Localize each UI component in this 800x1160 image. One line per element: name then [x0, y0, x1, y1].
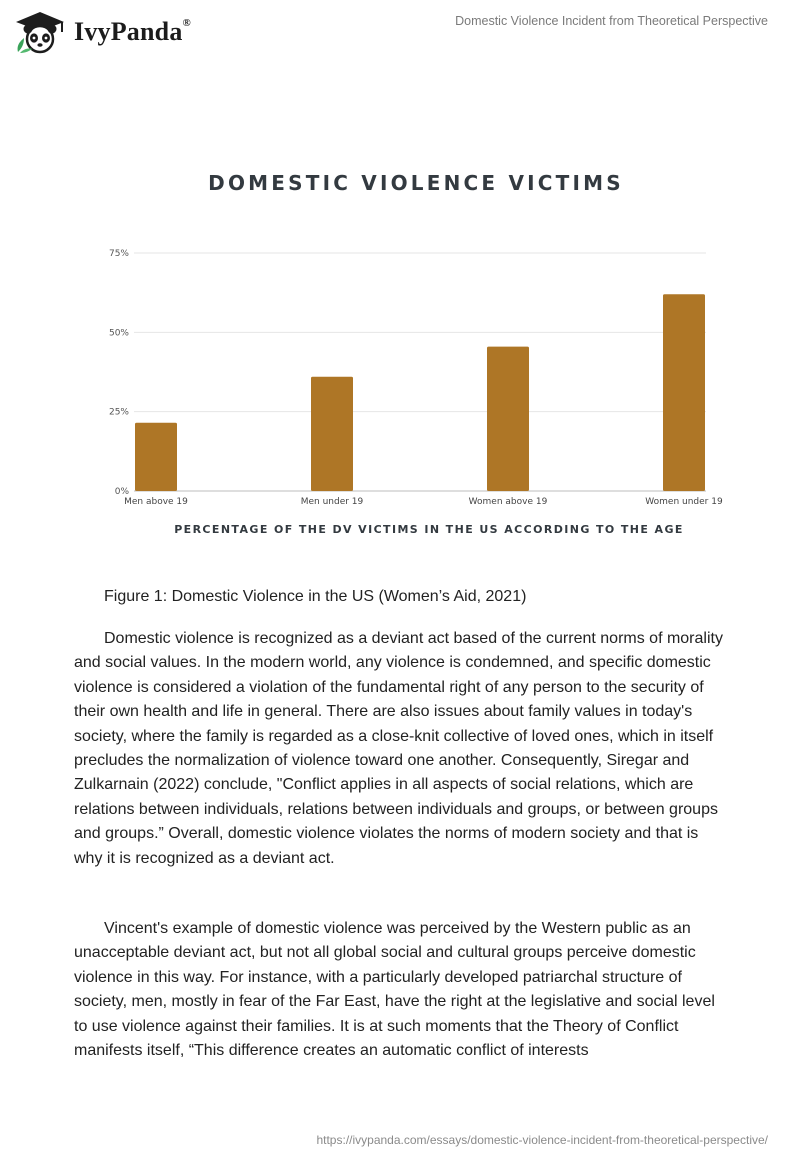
x-tick-label: Men under 19 [300, 497, 364, 507]
x-tick-label: Women under 19 [645, 497, 723, 507]
figure-caption: Figure 1: Domestic Violence in the US (Women’s Aid, 2021) [104, 588, 527, 605]
bar-chart [0, 230, 800, 515]
bar [135, 423, 177, 491]
body-paragraph-2: Vincent's example of domestic violence was perceived by the Western public as an unacceptable deviant act, but not all global social and cultural groups perceive domestic violence in this way. For instance, with a particularly developed patriarchal structure of society, men, mostly in fear of the Far East, have the right at the legislative and social level to use violence against their families. It is at such moments that the Theory of Conflict manifests itself, “This difference creates an automatic conflict of interests [74, 920, 715, 1060]
y-tick-label: 75% [108, 249, 129, 259]
body-paragraph-1: Domestic violence is recognized as a deviant act based of the current norms of morality and social values. In the modern world, any violence is condemned, and specific domestic violence is considered a violation of the fundamental right of any person to the security of their own health and life in general. There are also issues about family values in today's society, where the family is regarded as a close-knit collective of loved ones, which in itself precludes the normalization of violence toward one another. Consequently, Siregar and Zulkarnain (2022) conclude, "Conflict applies in all aspects of social relations, which are relations between individuals, relations between individuals and groups, or between groups and groups.” Overall, domestic violence violates the norms of modern society and that is why it is recognized as a deviant act. [74, 630, 723, 867]
y-tick-label: 0% [114, 487, 129, 497]
bar [663, 294, 705, 491]
x-tick-label: Men above 19 [124, 497, 188, 507]
document-title: Domestic Violence Incident from Theoretical Perspective [455, 14, 768, 28]
bar [311, 377, 353, 491]
chart-subtitle: PERCENTAGE OF THE DV VICTIMS IN THE US ACCORDING TO THE AGE [174, 523, 684, 536]
logo-wordmark: IvyPanda® [74, 17, 191, 46]
y-tick-label: 25% [108, 407, 129, 418]
ivypanda-logo[interactable] [12, 8, 212, 54]
panda-logo-icon [12, 8, 70, 54]
source-url[interactable]: https://ivypanda.com/essays/domestic-violence-incident-from-theoretical-perspective/ [316, 1133, 768, 1147]
chart-title: DOMESTIC VIOLENCE VICTIMS [208, 171, 624, 195]
y-tick-label: 50% [108, 328, 129, 339]
x-tick-label: Women above 19 [468, 497, 548, 507]
bar [487, 347, 529, 491]
page-header [0, 0, 800, 60]
